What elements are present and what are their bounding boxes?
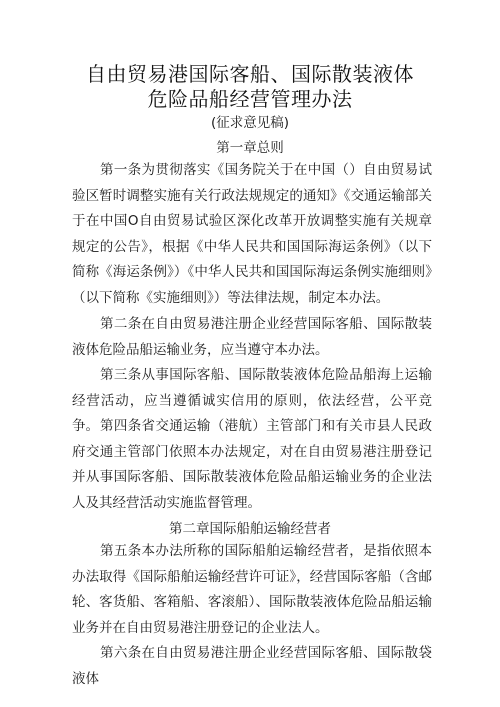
document-title-line-2: 危险品船经营管理办法 (147, 87, 353, 111)
article-6: 第六条在自由贸易港注册企业经营国际客船、国际散袋液体 (72, 645, 432, 687)
article-3: 第三条从事国际客船、国际散装液体危险品船海上运输经营活动，应当遵循诚实信用的原则，依法经营，公平竞争。 (72, 367, 432, 434)
document-title-line-1: 自由贸易港国际客船、国际散装液体 (86, 62, 414, 86)
article-5: 第五条本办法所称的国际船舶运输经营者，是指依照本办法取得《国际船舶运输经营许可证》，经营国际客船（含邮轮、客货船、客箱船、客滚船）、国际散装液体危险品船运输业务并在自由贸易港注册登记的企业法人。 (72, 543, 432, 636)
article-2: 第二条在自由贸易港注册企业经营国际客船、国际散装液体危险品船运输业务，应当遵守本办法。 (72, 316, 432, 358)
article-1: 第一条为贯彻落实《国务院关于在中国（）自由贸易试验区暂时调整实施有关行政法规规定的通知》《交通运输部关于在中国O自由贸易试验区深化改革开放调整实施有关规章规定的公告》，根据《中华人民共和国国际海运条例》（以下简称《海运条例》）《中华人民共和国国际海运条例实施细则》（以下简称《实施细则》）等法律法规，制定本办法。 (72, 162, 432, 306)
document-subtitle: (征求意见稿) (210, 115, 290, 131)
chapter-2-heading: 第二章国际船舶运输经营者 (169, 521, 331, 537)
chapter-1-heading: 第一章总则 (216, 140, 284, 156)
article-4: 第四条省交通运输（港航）主管部门和有关市县人民政府交通主管部门依照本办法规定，对在自由贸易港注册登记并从事国际客船、国际散装液体危险品船运输业务的企业法人及其经营活动实施监督管理。 (72, 418, 432, 511)
